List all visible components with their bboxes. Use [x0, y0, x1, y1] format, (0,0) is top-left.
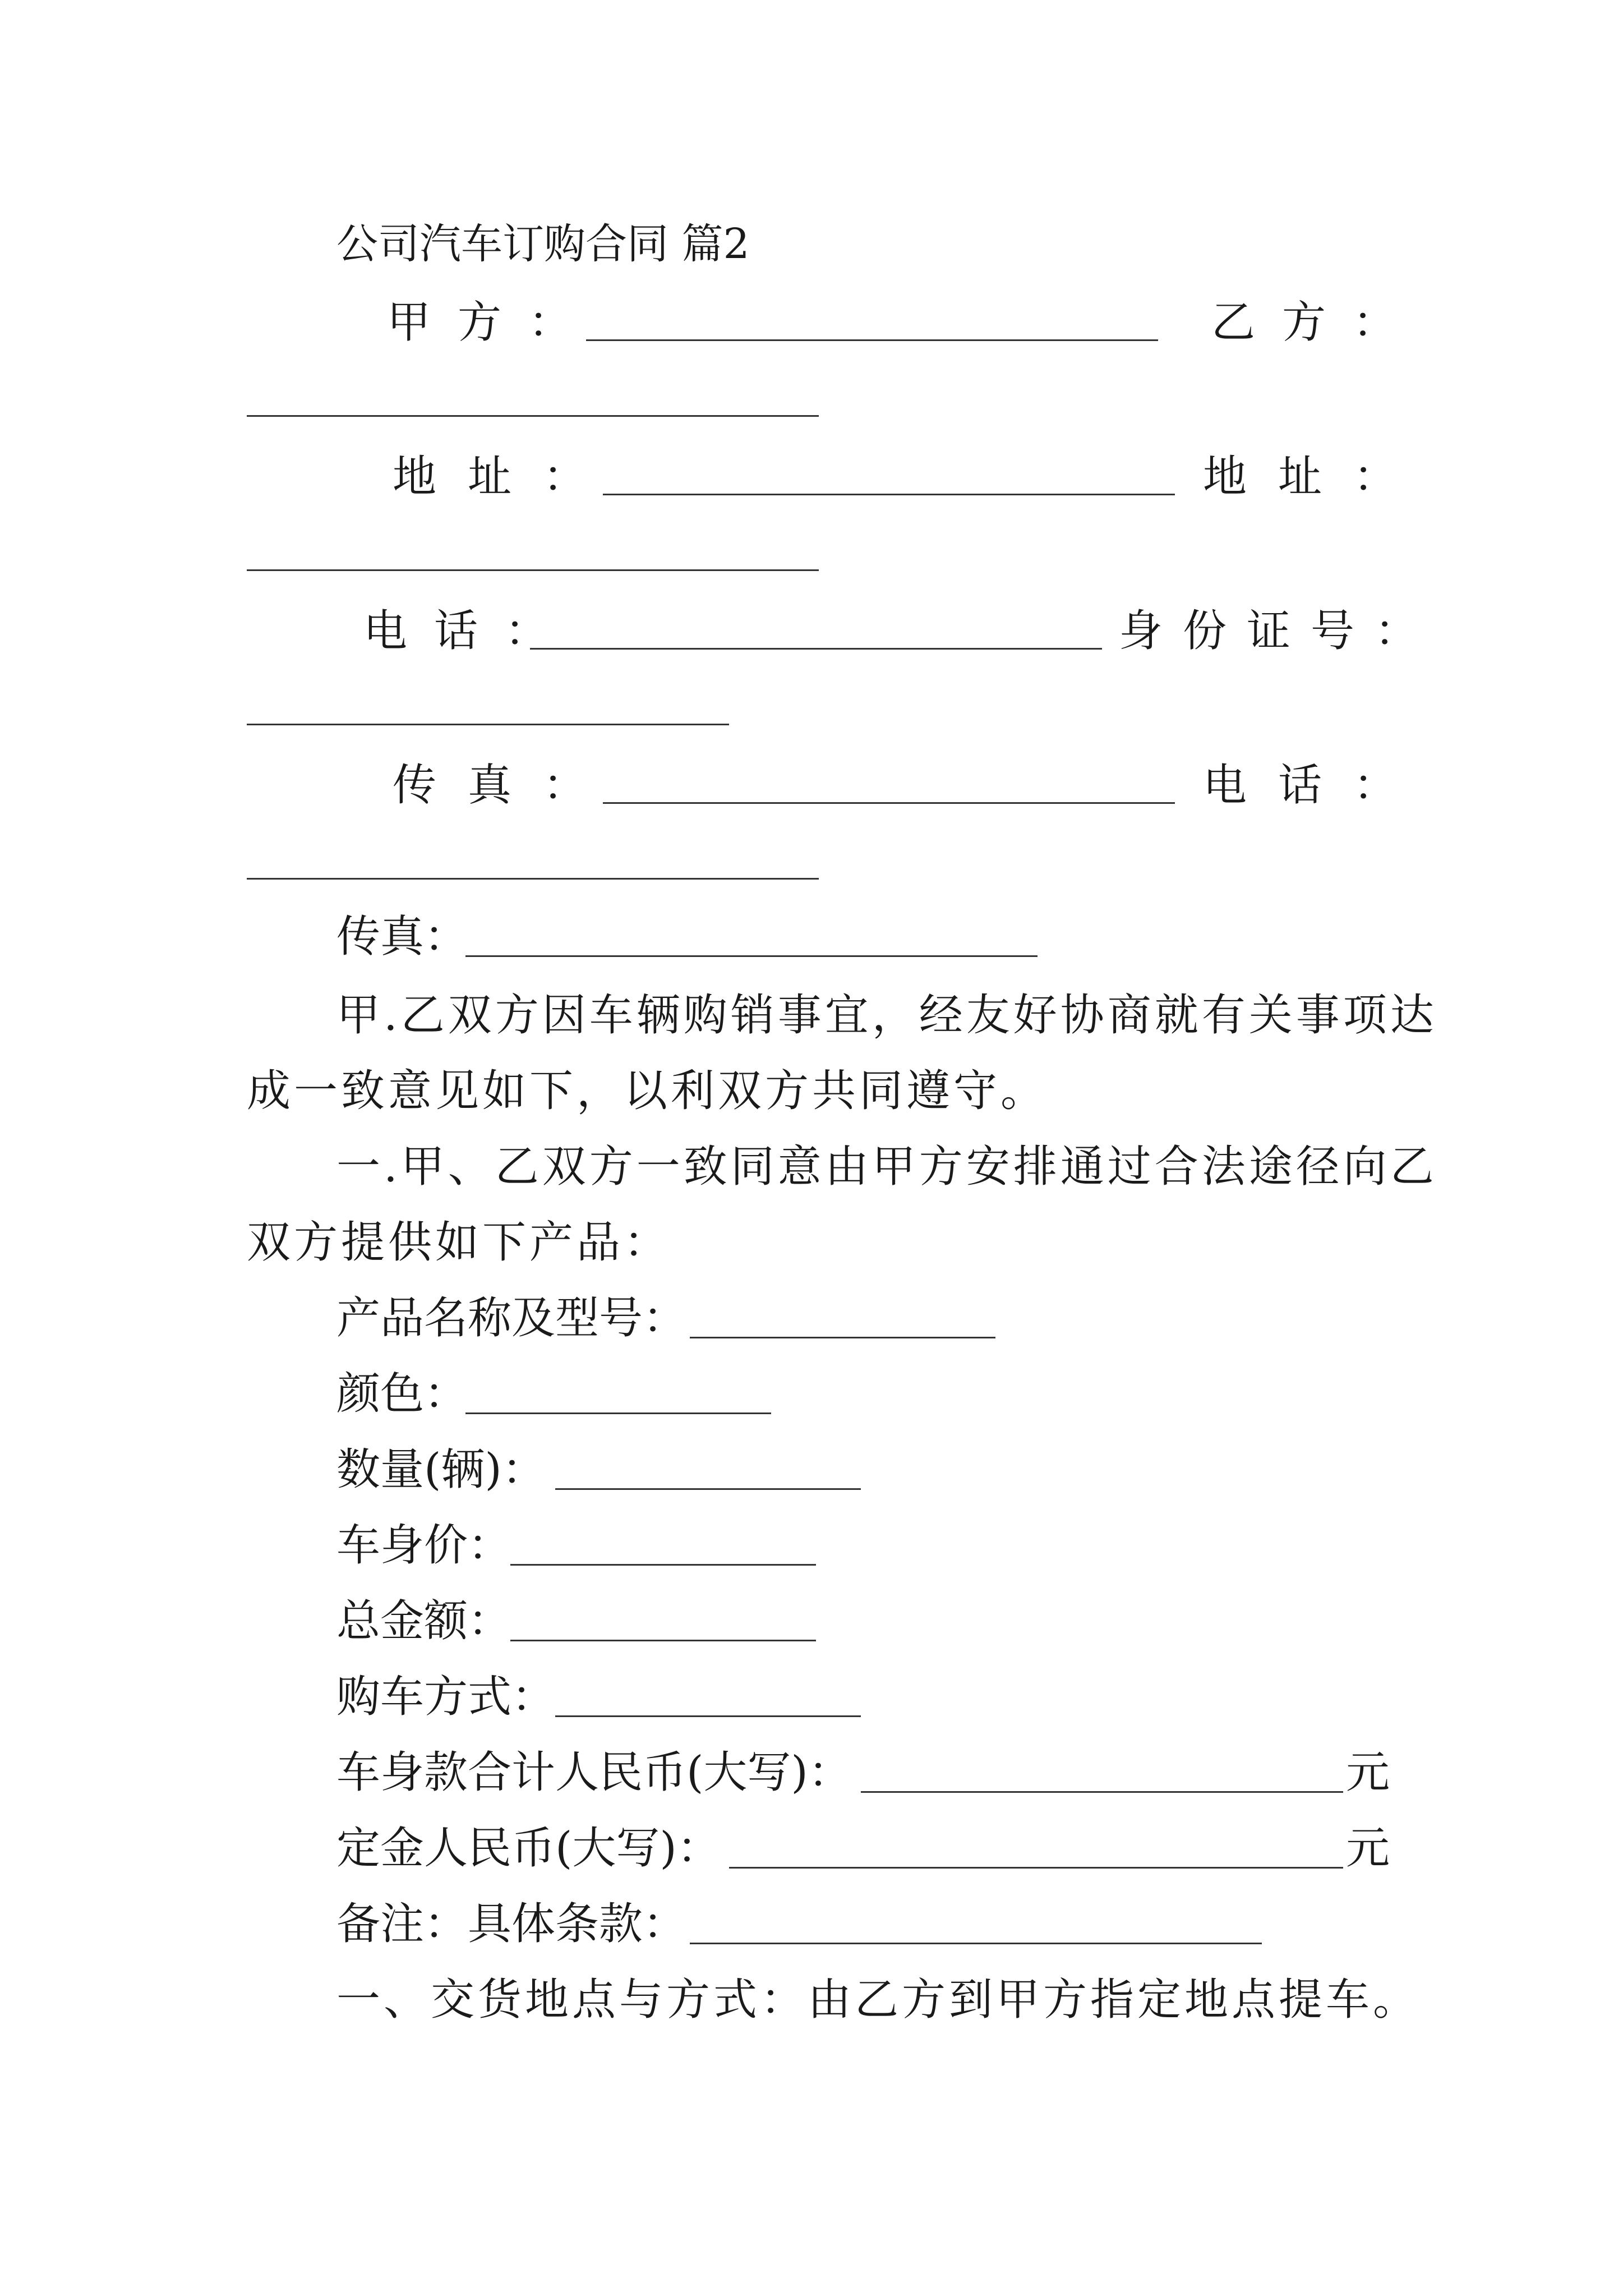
- clause-1-line-1: 一.甲、乙双方一致同意由甲方安排通过合法途径向乙: [336, 1142, 1437, 1192]
- fax-a-blank[interactable]: [603, 802, 1175, 804]
- document-title: 公司汽车订购合同 篇2: [336, 220, 750, 268]
- clause-1-line-2: 双方提供如下产品：: [247, 1217, 671, 1268]
- body-price-label: 车身价：: [336, 1520, 512, 1571]
- remarks-blank[interactable]: [690, 1943, 1262, 1944]
- body-total-label: 车身款合计人民币(大写)：: [336, 1747, 852, 1798]
- deposit-blank[interactable]: [729, 1867, 1343, 1869]
- intro-line-1: 甲.乙双方因车辆购销事宜，经友好协商就有关事项达: [336, 990, 1437, 1041]
- party-b-blank[interactable]: [247, 415, 819, 417]
- address-a-blank[interactable]: [603, 494, 1175, 495]
- quantity-label: 数量(辆)：: [336, 1444, 546, 1495]
- total-blank[interactable]: [510, 1640, 816, 1641]
- fax-b-label: 传真：: [336, 912, 468, 962]
- product-name-blank[interactable]: [690, 1337, 995, 1338]
- phone-b-label: 电话：: [1203, 760, 1429, 811]
- color-label: 颜色：: [336, 1369, 468, 1419]
- party-a-blank[interactable]: [586, 339, 1158, 341]
- id-b-label: 身份证号：: [1119, 606, 1439, 656]
- color-blank[interactable]: [465, 1412, 771, 1414]
- address-b-blank[interactable]: [247, 569, 819, 571]
- phone-b-blank[interactable]: [247, 878, 819, 880]
- fax-a-label: 传真：: [393, 760, 619, 811]
- body-price-blank[interactable]: [510, 1564, 816, 1566]
- address-a-label: 地址：: [393, 452, 619, 502]
- fax-b-blank[interactable]: [465, 955, 1038, 957]
- party-a-label: 甲方：: [387, 297, 600, 348]
- body-total-blank[interactable]: [861, 1791, 1343, 1793]
- id-b-blank[interactable]: [247, 724, 729, 725]
- delivery-line: 一、交货地点与方式：由乙方到甲方指定地点提车。: [336, 1975, 1421, 2025]
- party-b-label: 乙方：: [1211, 297, 1424, 348]
- remarks-label: 备注：具体条款：: [336, 1899, 687, 1949]
- purchase-method-blank[interactable]: [555, 1715, 861, 1717]
- deposit-unit: 元: [1346, 1823, 1390, 1874]
- quantity-blank[interactable]: [555, 1488, 861, 1490]
- total-label: 总金额：: [336, 1596, 512, 1646]
- phone-a-blank[interactable]: [530, 648, 1102, 650]
- purchase-method-label: 购车方式：: [336, 1672, 556, 1722]
- product-name-label: 产品名称及型号：: [336, 1293, 687, 1343]
- intro-line-2: 成一致意见如下，以利双方共同遵守。: [247, 1066, 1048, 1116]
- deposit-label: 定金人民币(大写)：: [336, 1823, 721, 1874]
- phone-a-label: 电话：: [363, 606, 576, 656]
- body-total-unit: 元: [1346, 1747, 1390, 1798]
- address-b-label: 地址：: [1203, 452, 1429, 502]
